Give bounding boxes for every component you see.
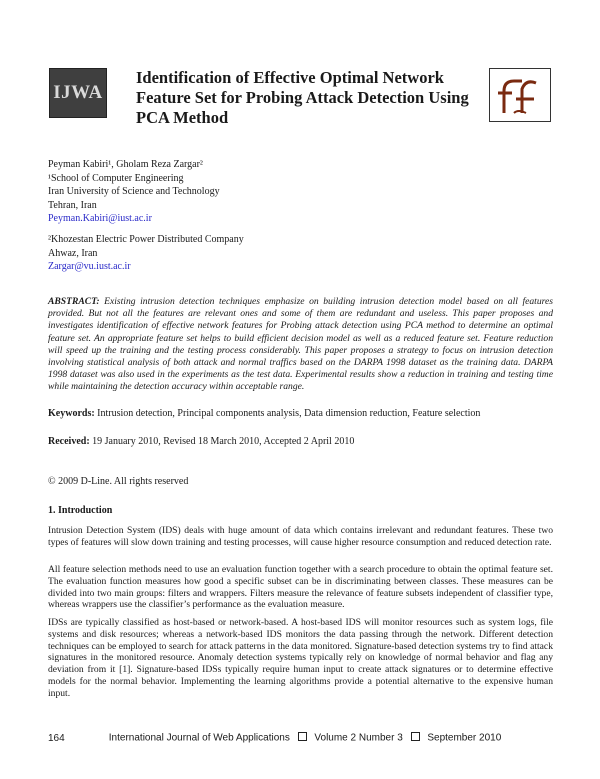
affiliation-1-line-2: Iran University of Science and Technology	[48, 186, 220, 198]
affiliation-2-line-1: ²Khozestan Electric Power Distributed Company	[48, 234, 244, 245]
author-2-email-link[interactable]: Zargar@vu.iust.ac.ir	[48, 261, 131, 273]
footer-journal: International Journal of Web Applications	[108, 732, 290, 744]
affiliation-2-block	[48, 233, 548, 274]
keywords-label: Keywords:	[48, 408, 95, 419]
received-label: Received:	[48, 436, 90, 447]
received-text: 19 January 2010, Revised 18 March 2010, Accepted 2 April 2010	[92, 436, 355, 447]
abstract	[48, 296, 553, 394]
page-number: 164	[48, 732, 65, 744]
author-block	[48, 158, 548, 226]
paper-title: Identification of Effective Optimal Network Feature Set for Probing Attack Detection Using PCA Method	[136, 68, 469, 127]
abstract-text: Existing intrusion detection techniques emphasize on building intrusion detection model based on all features provided. But not all the features are relevant ones and some of them are redundant and useless. This paper proposes and investigates identification of effective network features for Probing attack detection using PCA method to determine an optimal feature set. An appropriate feature set helps to build efficient decision model as well as a reduced feature set. Feature reduction will speed up the training and the testing process considerably. This paper proposes a strategy to focus on intrusion detection involving statistical analysis of both attack and normal traffics based on the DARPA 1998 dataset as the training data. DARPA 1998 dataset was also used in the experiments as the test data. Experimental results show a reduction in training and testing time while maintaining the detection accuracy within acceptable range.	[48, 296, 553, 393]
footer-date: September 2010	[427, 732, 502, 744]
paragraph-1: Intrusion Detection System (IDS) deals with huge amount of data which contains irrelevant and redundant features. These two types of features will slow down training and testing processes, will cause higher resource consumption and reduced detection rate.	[48, 525, 553, 548]
journal-logo-text: IJWA	[53, 82, 103, 103]
affiliation-1-line-1: ¹School of Computer Engineering	[48, 172, 184, 184]
copyright-notice: © 2009 D-Line. All rights reserved	[48, 476, 189, 487]
author-names: Peyman Kabiri¹, Gholam Reza Zargar²	[48, 159, 203, 170]
received-dates	[48, 435, 553, 448]
affiliation-1-line-3: Tehran, Iran	[48, 199, 97, 211]
footer-volume: Volume 2 Number 3	[314, 732, 403, 744]
square-bullet-icon	[411, 732, 420, 741]
paragraph-3: IDSs are typically classified as host-based or network-based. A host-based IDS will monitor resources such as system logs, file systems and disk resources; whereas a network-based IDS monitors the data passing through the network. Different detection techniques can be employed to search for attack patterns in the data monitored. Signature-based detection systems try to find attack signatures in the monitored resource. Anomaly detection systems typically rely on knowledge of normal behavior and flag any deviation from it [1]. Signature-based IDSs typically require human input to create attack signatures or to determine effective models for the normal behavior. Implementing the learning algorithms provide a potential alternative to the expensive human input.	[48, 617, 553, 699]
publisher-logo-icon	[489, 68, 551, 122]
section-heading: 1. Introduction	[48, 505, 113, 516]
journal-logo	[49, 68, 107, 118]
keywords	[48, 407, 553, 420]
abstract-label: ABSTRACT:	[48, 296, 100, 307]
page-footer	[48, 732, 553, 744]
author-1-email-link[interactable]: Peyman.Kabiri@iust.ac.ir	[48, 213, 152, 225]
paragraph-2: All feature selection methods need to use an evaluation function together with a search procedure to obtain the optimal feature set. The evaluation function measures how good a specific subset can be in discriminating between classes. These measures can be divided into two main groups: filters and wrappers. Filters measure the relevance of feature subsets independent of classifier type, whereas wrappers use the classifier’s performance as the evaluation measure.	[48, 564, 553, 611]
square-bullet-icon	[298, 732, 307, 741]
affiliation-2-line-2: Ahwaz, Iran	[48, 247, 98, 259]
keywords-text: Intrusion detection, Principal components analysis, Data dimension reduction, Feature selection	[97, 408, 481, 419]
